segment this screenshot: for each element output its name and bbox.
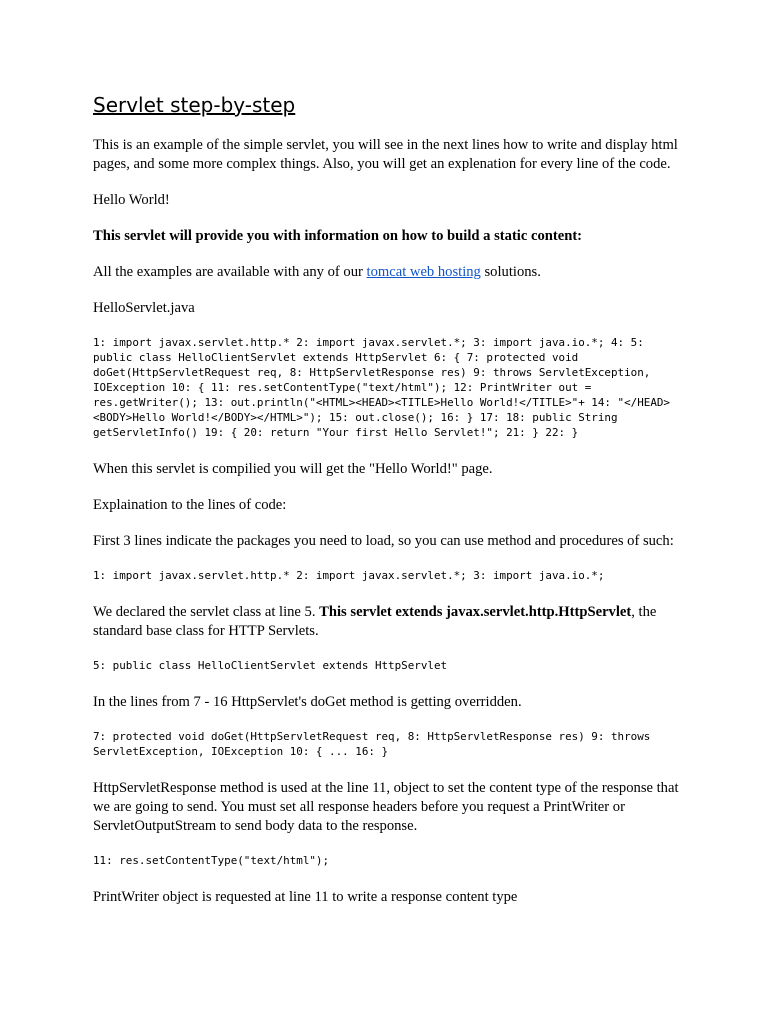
bold-heading: This servlet will provide you with information on how to build a static content: <box>93 228 583 244</box>
first-three-paragraph: First 3 lines indicate the packages you need to load, so you can use method and procedures of such: <box>93 533 674 549</box>
hello-world-text: Hello World! <box>93 192 170 208</box>
examples-suffix: solutions. <box>480 264 541 280</box>
examples-paragraph <box>93 263 683 282</box>
code-block-imports: 1: import javax.servlet.http.* 2: import javax.servlet.*; 3: import java.io.*; <box>93 569 605 582</box>
filename-label: HelloServlet.java <box>93 300 195 316</box>
document-page <box>93 90 683 924</box>
code-block-content-type: 11: res.setContentType("text/html"); <box>93 854 330 867</box>
code-block-class: 5: public class HelloClientServlet extends HttpServlet <box>93 659 448 672</box>
declared-prefix: We declared the servlet class at line 5. <box>93 604 320 620</box>
declared-paragraph <box>93 603 683 641</box>
code-block-full: 1: import javax.servlet.http.* 2: import javax.servlet.*; 3: import java.io.*; 4: 5: public class HelloClientServlet extends HttpServlet 6: { 7: protected void doGet(HttpServletRequest req, 8: HttpServletResponse res) 9: throws ServletException, IOException 10: { 11: res.setContentType("text/html"); 12: PrintWriter out = res.getWriter(); 13: out.println("<HTML><HEAD><TITLE>Hello World!</TITLE>"+ 14: "</HEAD><BODY>Hello World!</BODY></HTML>"); 15: out.close(); 16: } 17: 18: public String getServletInfo() 19: { 20: return "Your first Hello Servlet!"; 21: } 22: } <box>93 336 670 439</box>
printwriter-paragraph: PrintWriter object is requested at line 11 to write a response content type <box>93 889 518 905</box>
explain-heading: Explaination to the lines of code: <box>93 497 287 513</box>
intro-paragraph: This is an example of the simple servlet, you will see in the next lines how to write and display html pages, and some more complex things. Also, you will get an explenation for every line of the code. <box>93 137 678 172</box>
declared-bold: This servlet extends javax.servlet.http.HttpServlet <box>319 604 632 620</box>
response-paragraph: HttpServletResponse method is used at the line 11, object to set the content type of the response that we are going to send. You must set all response headers before you request a PrintWriter or ServletOutputStream to send body data to the response. <box>93 780 679 834</box>
examples-prefix: All the examples are available with any of our <box>93 264 367 280</box>
page-title: Servlet step-by-step <box>93 93 296 117</box>
declared-suffix: , the standard base class for HTTP Servlets. <box>93 604 657 639</box>
compiled-paragraph: When this servlet is compilied you will get the "Hello World!" page. <box>93 461 493 477</box>
tomcat-hosting-link[interactable]: tomcat web hosting <box>366 264 481 280</box>
code-block-doget: 7: protected void doGet(HttpServletRequest req, 8: HttpServletResponse res) 9: throws ServletException, IOException 10: { ... 16: } <box>93 730 651 758</box>
doget-paragraph: In the lines from 7 - 16 HttpServlet's doGet method is getting overridden. <box>93 694 522 710</box>
